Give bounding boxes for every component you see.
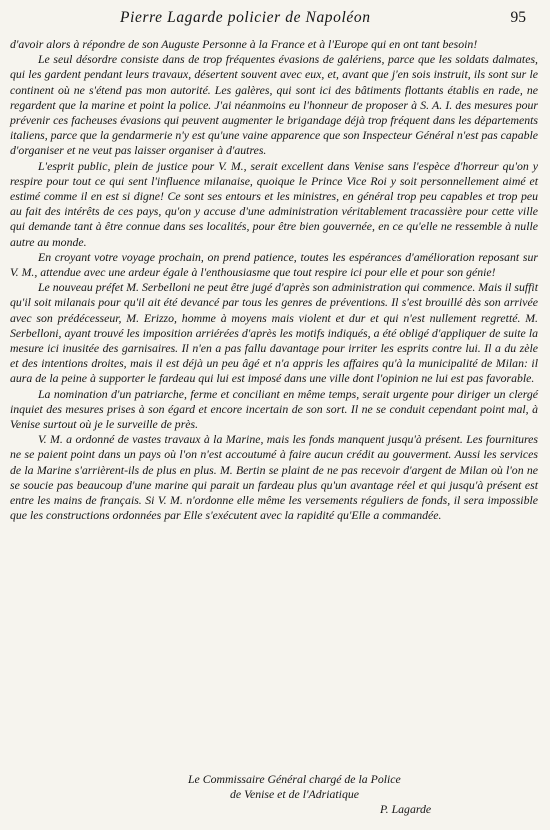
paragraph-4: En croyant votre voyage prochain, on prend patience, toutes les espérances d'amélioration reposant sur V. M., attendue avec une ardeur égale à l'enthousiasme que tout respire ici pour elle et pour son génie! bbox=[10, 249, 538, 280]
paragraph-5: Le nouveau préfet M. Serbelloni ne peut être jugé d'après son administration qui commence. Mais il suffit qu'il soit milanais pour qu'il ait été devancé par tous les genres de préventions. Il s'est brouillé dès son arrivée avec son prédécesseur, M. Erizzo, homme à moyens mais violent et dur et qui n'est nullement regretté. M. Serbelloni, ayant trouvé les imposition arriérées d'après les motifs indiqués, a été obligé d'appliquer de suite la mesure ici inusitée des garnisaires. Il n'en a pas fallu davantage pour irriter les esprits contre lui. Il a du zèle et des intentions droites, mais il est déjà un peu âgé et n'a appris les affaires qu'à la municipalité de Milan: il aura de la peine à supporter le fardeau qui lui est imposé dans une ville dont l'opinion ne lui est pas favorable. bbox=[10, 280, 538, 386]
paragraph-2: Le seul désordre consiste dans de trop fréquentes évasions de galériens, parce que les soldats dalmates, qui les gardent pendant leurs travaux, désertent souvent avec eux, et, avant que j'en sois instruit, ils sont sur le continent où ne s'étend pas mon autorité. Les galères, qui sont ici des bâtiments flottants établis en rade, ne regardent que la marine et point la police. J'ai néanmoins eu l'honneur de proposer à S. A. I. des mesures pour prévenir ces facheuses évasions qui peuvent augmenter le brigandage déjà trop fréquent dans les départements italiens, parce que la gendarmerie n'y est qu'une vaine apparence que son Inspecteur Général n'est pas capable d'organiser et ne veut pas laisser organiser à d'autres. bbox=[10, 52, 538, 158]
signature-name: P. Lagarde bbox=[380, 802, 432, 816]
signature-jurisdiction-line: de Venise et de l'Adriatique bbox=[230, 787, 359, 801]
page-number: 95 bbox=[510, 9, 526, 26]
signature-title-line: Le Commissaire Général chargé de la Police bbox=[188, 772, 401, 786]
paragraph-1: d'avoir alors à répondre de son Auguste Personne à la France et à l'Europe qui en ont tant besoin! bbox=[10, 37, 478, 51]
paragraph-6: La nomination d'un patriarche, ferme et conciliant en même temps, serait urgente pour diriger un clergé inquiet des mesures prises à son égard et encore incertain de son sort. Il ne se conduit cependant point mal, à Venise surtout où je le surveille de près. bbox=[10, 386, 538, 432]
page-header bbox=[0, 9, 550, 31]
paragraph-7: V. M. a ordonné de vastes travaux à la Marine, mais les fonds manquent jusqu'à présent. Les fournitures ne se paient point dans un pays où l'on n'est accoutumé à faire aucun crédit au gouverment. Aussi les services de la Marine s'arrièrent-ils de plus en plus. M. Bertin se plaint de ne pas recevoir d'argent de Milan où l'on ne se soucie pas beaucoup d'une marine qui parait un fardeau plus qu'un avantage réel et qui jusqu'à présent est entre les mains de français. Si V. M. n'ordonne elle même les versements réguliers de fonds, il sera impossible que les constructions ordonnées par Elle s'exécutent avec la rapidité qu'Elle a commandée. bbox=[10, 432, 538, 523]
body-text bbox=[10, 37, 538, 524]
running-title: Pierre Lagarde policier de Napoléon bbox=[120, 9, 371, 26]
paragraph-3: L'esprit public, plein de justice pour V. M., serait excellent dans Venise sans l'espèce d'horreur qu'on y respire pour tout ce qui sent l'influence milanaise, quoique le Prince Vice Roi y soit personnellement aimé et estimé comme il en est si digne! Ce sont ses entours et les ministres, en général trop peu capables et trop peu au fait des intérêts de ces pays, qu'on y accuse d'une administration véritablement tracassière pour cette ville qui demande tant à être connue dans ses localités, pour être bien gouvernée, en ce qu'elle ne ressemble à nulle autre au monde. bbox=[10, 158, 538, 249]
